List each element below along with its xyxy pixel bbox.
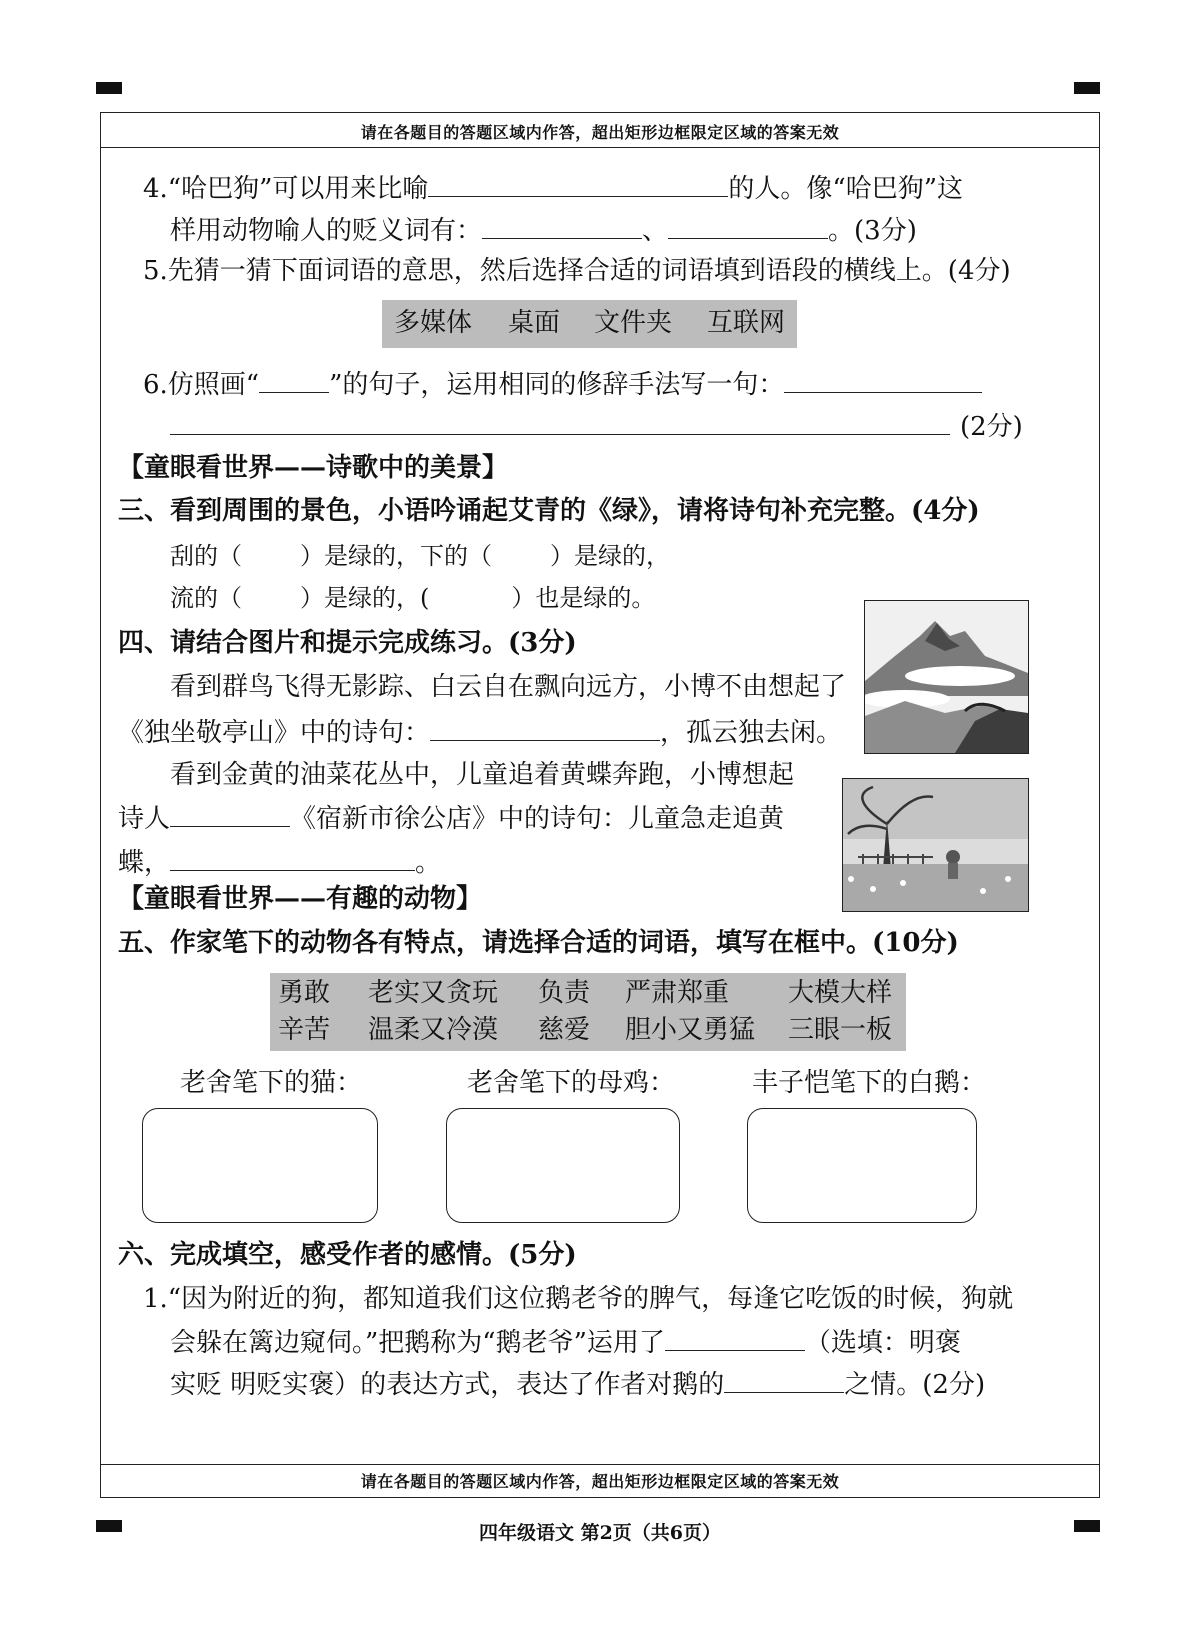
q3-poem-line2 bbox=[170, 584, 655, 613]
q-four-text-c: 诗人 bbox=[118, 804, 171, 834]
q5-section-word-bank bbox=[270, 973, 906, 1051]
q6-section-text-c: 实贬 明贬实褒）的表达方式，表达了作者对鹅的 bbox=[170, 1370, 725, 1400]
answer-label-goose: 丰子恺笔下的白鹅： bbox=[752, 1068, 987, 1098]
q6-text-b: ”的句子，运用相同的修辞手法写一句： bbox=[329, 370, 785, 400]
q-four-text-f: 。 bbox=[415, 848, 442, 878]
q6-answer-blank-1[interactable] bbox=[784, 368, 982, 393]
q-four-text-a: 《独坐敬亭山》中的诗句： bbox=[118, 718, 431, 748]
q3-text-a: 刮的（ bbox=[170, 542, 242, 570]
registration-mark-top-left bbox=[96, 82, 122, 94]
answer-area-notice-bottom: 请在各题目的答题区域内作答，超出矩形边框限定区域的答案无效 bbox=[360, 1472, 840, 1491]
q-four-blank-2[interactable] bbox=[170, 802, 290, 827]
q3-text-c: ）是绿的， bbox=[550, 542, 670, 570]
notice-divider-bottom bbox=[101, 1464, 1099, 1465]
q4-text-c: 样用动物喻人的贬义词有： bbox=[170, 216, 483, 246]
q6-line1 bbox=[143, 368, 982, 401]
q6-quote-blank bbox=[259, 368, 329, 393]
q-four-blank-1[interactable] bbox=[430, 716, 660, 741]
answer-box-hen[interactable] bbox=[446, 1108, 680, 1223]
q6-answer-blank-2[interactable] bbox=[170, 410, 950, 435]
q4-separator: 、 bbox=[642, 216, 669, 246]
q3-poem-line1 bbox=[170, 542, 670, 571]
q6-section-text-d: 之情。(2分) bbox=[844, 1370, 986, 1400]
q5-word-2: 桌面 bbox=[508, 308, 561, 338]
word-r2-1: 辛苦 bbox=[278, 1015, 331, 1045]
q-four-title: 四、请结合图片和提示完成练习。(3分) bbox=[118, 628, 577, 658]
word-r2-3: 慈爱 bbox=[538, 1015, 591, 1045]
q6-section-text-b: （选填：明褒 bbox=[804, 1328, 961, 1358]
q4-blank-1[interactable] bbox=[428, 172, 728, 197]
word-r1-4: 严肃郑重 bbox=[625, 978, 730, 1008]
q5-word-1: 多媒体 bbox=[394, 308, 473, 338]
q6-section-line1: 1.“因为附近的狗，都知道我们这位鹅老爷的脾气，每逢它吃饭的时候，狗就 bbox=[143, 1284, 1014, 1314]
q3-text-f: ）也是绿的。 bbox=[511, 584, 656, 612]
q-four-para2-line1: 看到金黄的油菜花丛中，儿童追着黄蝶奔跑，小博想起 bbox=[170, 760, 795, 790]
mountain-clouds-illustration bbox=[864, 600, 1029, 754]
q5-section-title: 五、作家笔下的动物各有特点，请选择合适的词语，填写在框中。(10分) bbox=[118, 928, 959, 958]
answer-area-notice-top: 请在各题目的答题区域内作答，超出矩形边框限定区域的答案无效 bbox=[360, 123, 840, 142]
q4-text-a: 4.“哈巴狗”可以用来比喻 bbox=[143, 174, 429, 204]
q4-blank-2[interactable] bbox=[482, 214, 642, 239]
q-four-para1-line1: 看到群鸟飞得无影踪、白云自在飘向远方，小博不由想起了 bbox=[170, 672, 847, 702]
answer-label-hen: 老舍笔下的母鸡： bbox=[467, 1068, 676, 1098]
q4-blank-3[interactable] bbox=[668, 214, 828, 239]
q4-score: 。(3分) bbox=[828, 216, 917, 246]
q5-word-3: 文件夹 bbox=[594, 308, 673, 338]
q6-section-blank-2[interactable] bbox=[724, 1368, 844, 1393]
registration-mark-top-right bbox=[1074, 82, 1100, 94]
section-heading-poetry: 【童眼看世界——诗歌中的美景】 bbox=[118, 453, 509, 483]
q6-section-line2 bbox=[170, 1326, 961, 1359]
section-heading-animals: 【童眼看世界——有趣的动物】 bbox=[118, 884, 483, 914]
q6-section-blank-1[interactable] bbox=[665, 1326, 805, 1351]
q3-text-b: ）是绿的，下的（ bbox=[300, 542, 492, 570]
word-r2-4: 胆小又勇猛 bbox=[625, 1015, 756, 1045]
q6-text-a: 6.仿照画“ bbox=[143, 370, 260, 400]
notice-divider-top bbox=[101, 147, 1099, 148]
q-four-text-d: 《宿新市徐公店》中的诗句：儿童急走追黄 bbox=[290, 804, 785, 834]
word-r1-5: 大模大样 bbox=[788, 978, 893, 1008]
page-footer: 四年级语文 第2页（共6页） bbox=[478, 1522, 722, 1544]
q-four-para2-line2 bbox=[118, 802, 784, 835]
word-r1-1: 勇敢 bbox=[278, 978, 331, 1008]
q6-score: (2分) bbox=[960, 412, 1023, 442]
q5-prompt: 5.先猜一猜下面词语的意思，然后选择合适的词语填到语段的横线上。(4分) bbox=[143, 256, 1011, 286]
q-four-para2-line3 bbox=[118, 846, 441, 879]
q6-line2 bbox=[170, 410, 1023, 443]
q-four-blank-3[interactable] bbox=[170, 846, 415, 871]
q6-section-line3 bbox=[170, 1368, 985, 1401]
q5-word-bank bbox=[382, 300, 797, 348]
word-r2-2: 温柔又冷漠 bbox=[368, 1015, 499, 1045]
q-four-para1-line2 bbox=[118, 716, 842, 749]
q4-line1 bbox=[143, 172, 963, 205]
q4-line2 bbox=[170, 214, 917, 247]
q-four-text-b: ，孤云独去闲。 bbox=[660, 718, 843, 748]
answer-box-cat[interactable] bbox=[142, 1108, 378, 1223]
answer-box-goose[interactable] bbox=[747, 1108, 977, 1223]
children-butterfly-illustration bbox=[842, 778, 1029, 912]
q3-text-d: 流的（ bbox=[170, 584, 242, 612]
q6-section-text-a: 会躲在篱边窥伺。”把鹅称为“鹅老爷”运用了 bbox=[170, 1328, 665, 1358]
q5-word-4: 互联网 bbox=[707, 308, 786, 338]
word-r1-2: 老实又贪玩 bbox=[368, 978, 499, 1008]
q4-text-b: 的人。像“哈巴狗”这 bbox=[728, 174, 963, 204]
answer-label-cat: 老舍笔下的猫： bbox=[180, 1068, 363, 1098]
q3-text-e: ）是绿的，( bbox=[300, 584, 430, 612]
word-r2-5: 三眼一板 bbox=[788, 1015, 893, 1045]
q3-title: 三、看到周围的景色，小语吟诵起艾青的《绿》，请将诗句补充完整。(4分) bbox=[118, 496, 980, 526]
q-four-text-e: 蝶， bbox=[118, 848, 171, 878]
word-r1-3: 负责 bbox=[538, 978, 591, 1008]
q6-section-title: 六、完成填空，感受作者的感情。(5分) bbox=[118, 1240, 577, 1270]
